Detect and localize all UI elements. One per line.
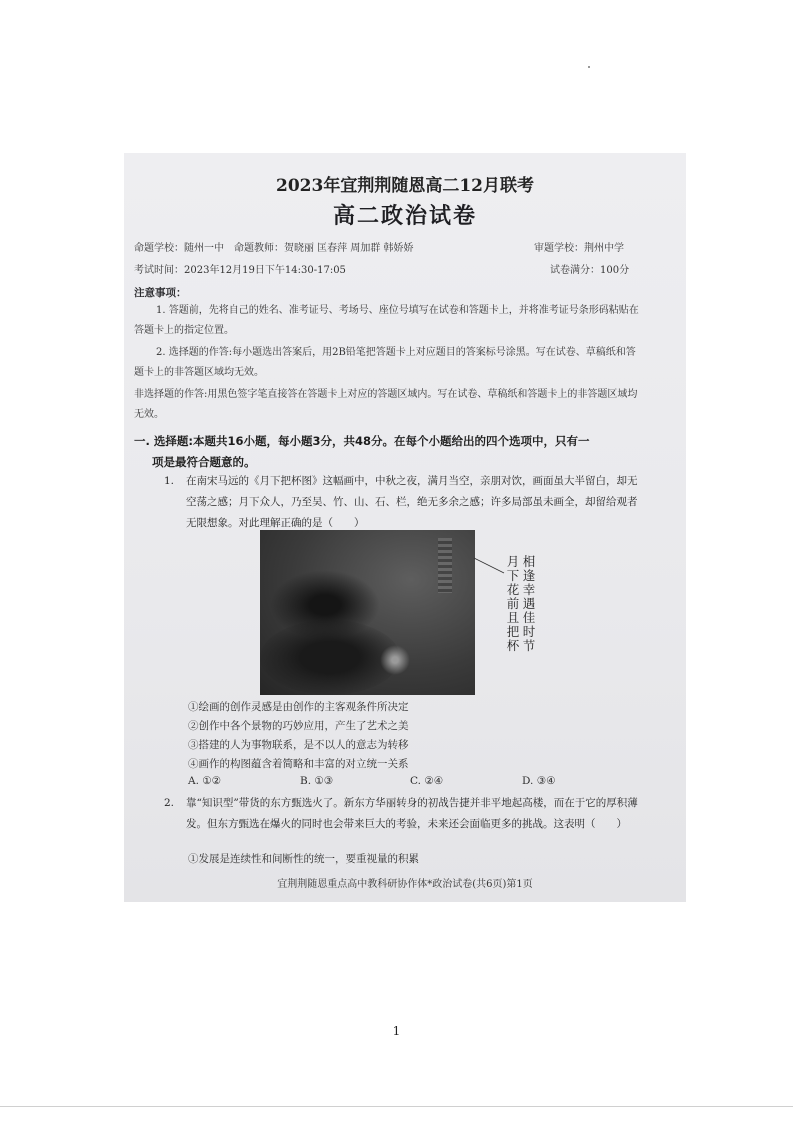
q1-option-3: ③搭建的人为事物联系，是不以人的意志为转移: [188, 739, 409, 751]
exam-time: 考试时间：2023年12月19日下午14:30-17:05: [134, 265, 346, 276]
scan-speck: [588, 66, 590, 68]
inscription-leader-line: [124, 153, 686, 902]
notice-item-1: 1. 答题前，先将自己的姓名、准考证号、考场号、座位号填写在试卷和答题卡上，并将准考证号条形码粘贴在答题卡上的指定位置。: [134, 305, 639, 336]
poem-line-left: 月下花前且把杯: [506, 554, 520, 653]
question-2-stem: 靠“知识型”带货的东方甄选火了。新东方华丽转身的初战告捷并非平地起高楼，而在于它的厚积薄发。但东方甄选在爆火的同时也会带来巨大的考验，未来还会面临更多的挑战。这表明（ ）: [186, 797, 638, 830]
scanned-exam-page: [124, 153, 686, 902]
notice-heading: 注意事项：: [134, 287, 187, 299]
q1-option-1: ①绘画的创作灵感是由创作的主客观条件所决定: [188, 701, 409, 713]
question-2-number: 2.: [164, 797, 175, 809]
q1-answer-b: B. ①③: [300, 775, 334, 787]
question-2: [164, 793, 642, 835]
q1-option-4: ④画作的构图蕴含着简略和丰富的对立统一关系: [188, 758, 409, 770]
page-bottom-border: [0, 1106, 793, 1107]
setter-teachers: 命题教师：贺晓丽 匡春萍 周加群 韩娇娇: [234, 243, 414, 254]
q1-answer-a: A. ①②: [188, 775, 222, 787]
q2-option-1: ①发展是连续性和间断性的统一，要重视量的积累: [188, 853, 419, 865]
poem-line-right: 相逢幸遇佳时节: [522, 554, 536, 653]
section-1-title-line-2: 项是最符合题意的。: [152, 455, 256, 469]
notice-item-3: 非选择题的作答:用黑色签字笔直接答在答题卡上对应的答题区域内。写在试卷、草稿纸和答题卡上的非答题区域均无效。: [134, 389, 638, 420]
setter-school: 命题学校：随州一中: [134, 243, 224, 254]
q1-answer-c: C. ②④: [410, 775, 444, 787]
q1-answer-d: D. ③④: [522, 775, 556, 787]
question-1-stem: 在南宋马远的《月下把杯图》这幅画中，中秋之夜，满月当空，亲朋对饮，画面虽大半留白，却无空荡之感；月下众人，乃至吴、竹、山、石、栏，绝无多余之感；许多局部虽未画全，却留给观者无限想象。对此理解正确的是（ ）: [186, 475, 638, 529]
section-1-title-line-1: 一. 选择题:本题共16小题，每小题3分，共48分。在每个小题给出的四个选项中，只有一: [134, 434, 590, 448]
review-school: 审题学校：荆州中学: [534, 243, 624, 254]
scan-footer: 宜荆荆随恩重点高中教科研协作体*政治试卷(共6页)第1页: [277, 879, 533, 890]
leader-line: [474, 558, 504, 573]
notice-item-2: 2. 选择题的作答:每小题选出答案后，用2B铅笔把答题卡上对应题目的答案标号涂黑。写在试卷、草稿纸和答题卡上的非答题区域均无效。: [134, 347, 636, 378]
question-1-number: 1.: [164, 475, 175, 487]
subject-title: 高二政治试卷: [332, 203, 477, 229]
q1-option-2: ②创作中各个景物的巧妙应用，产生了艺术之美: [188, 720, 409, 732]
exam-title: 2023年宜荆荆随恩高二12月联考: [276, 176, 534, 196]
full-score: 试卷满分：100分: [550, 265, 630, 276]
page-number: 1: [392, 1024, 401, 1038]
